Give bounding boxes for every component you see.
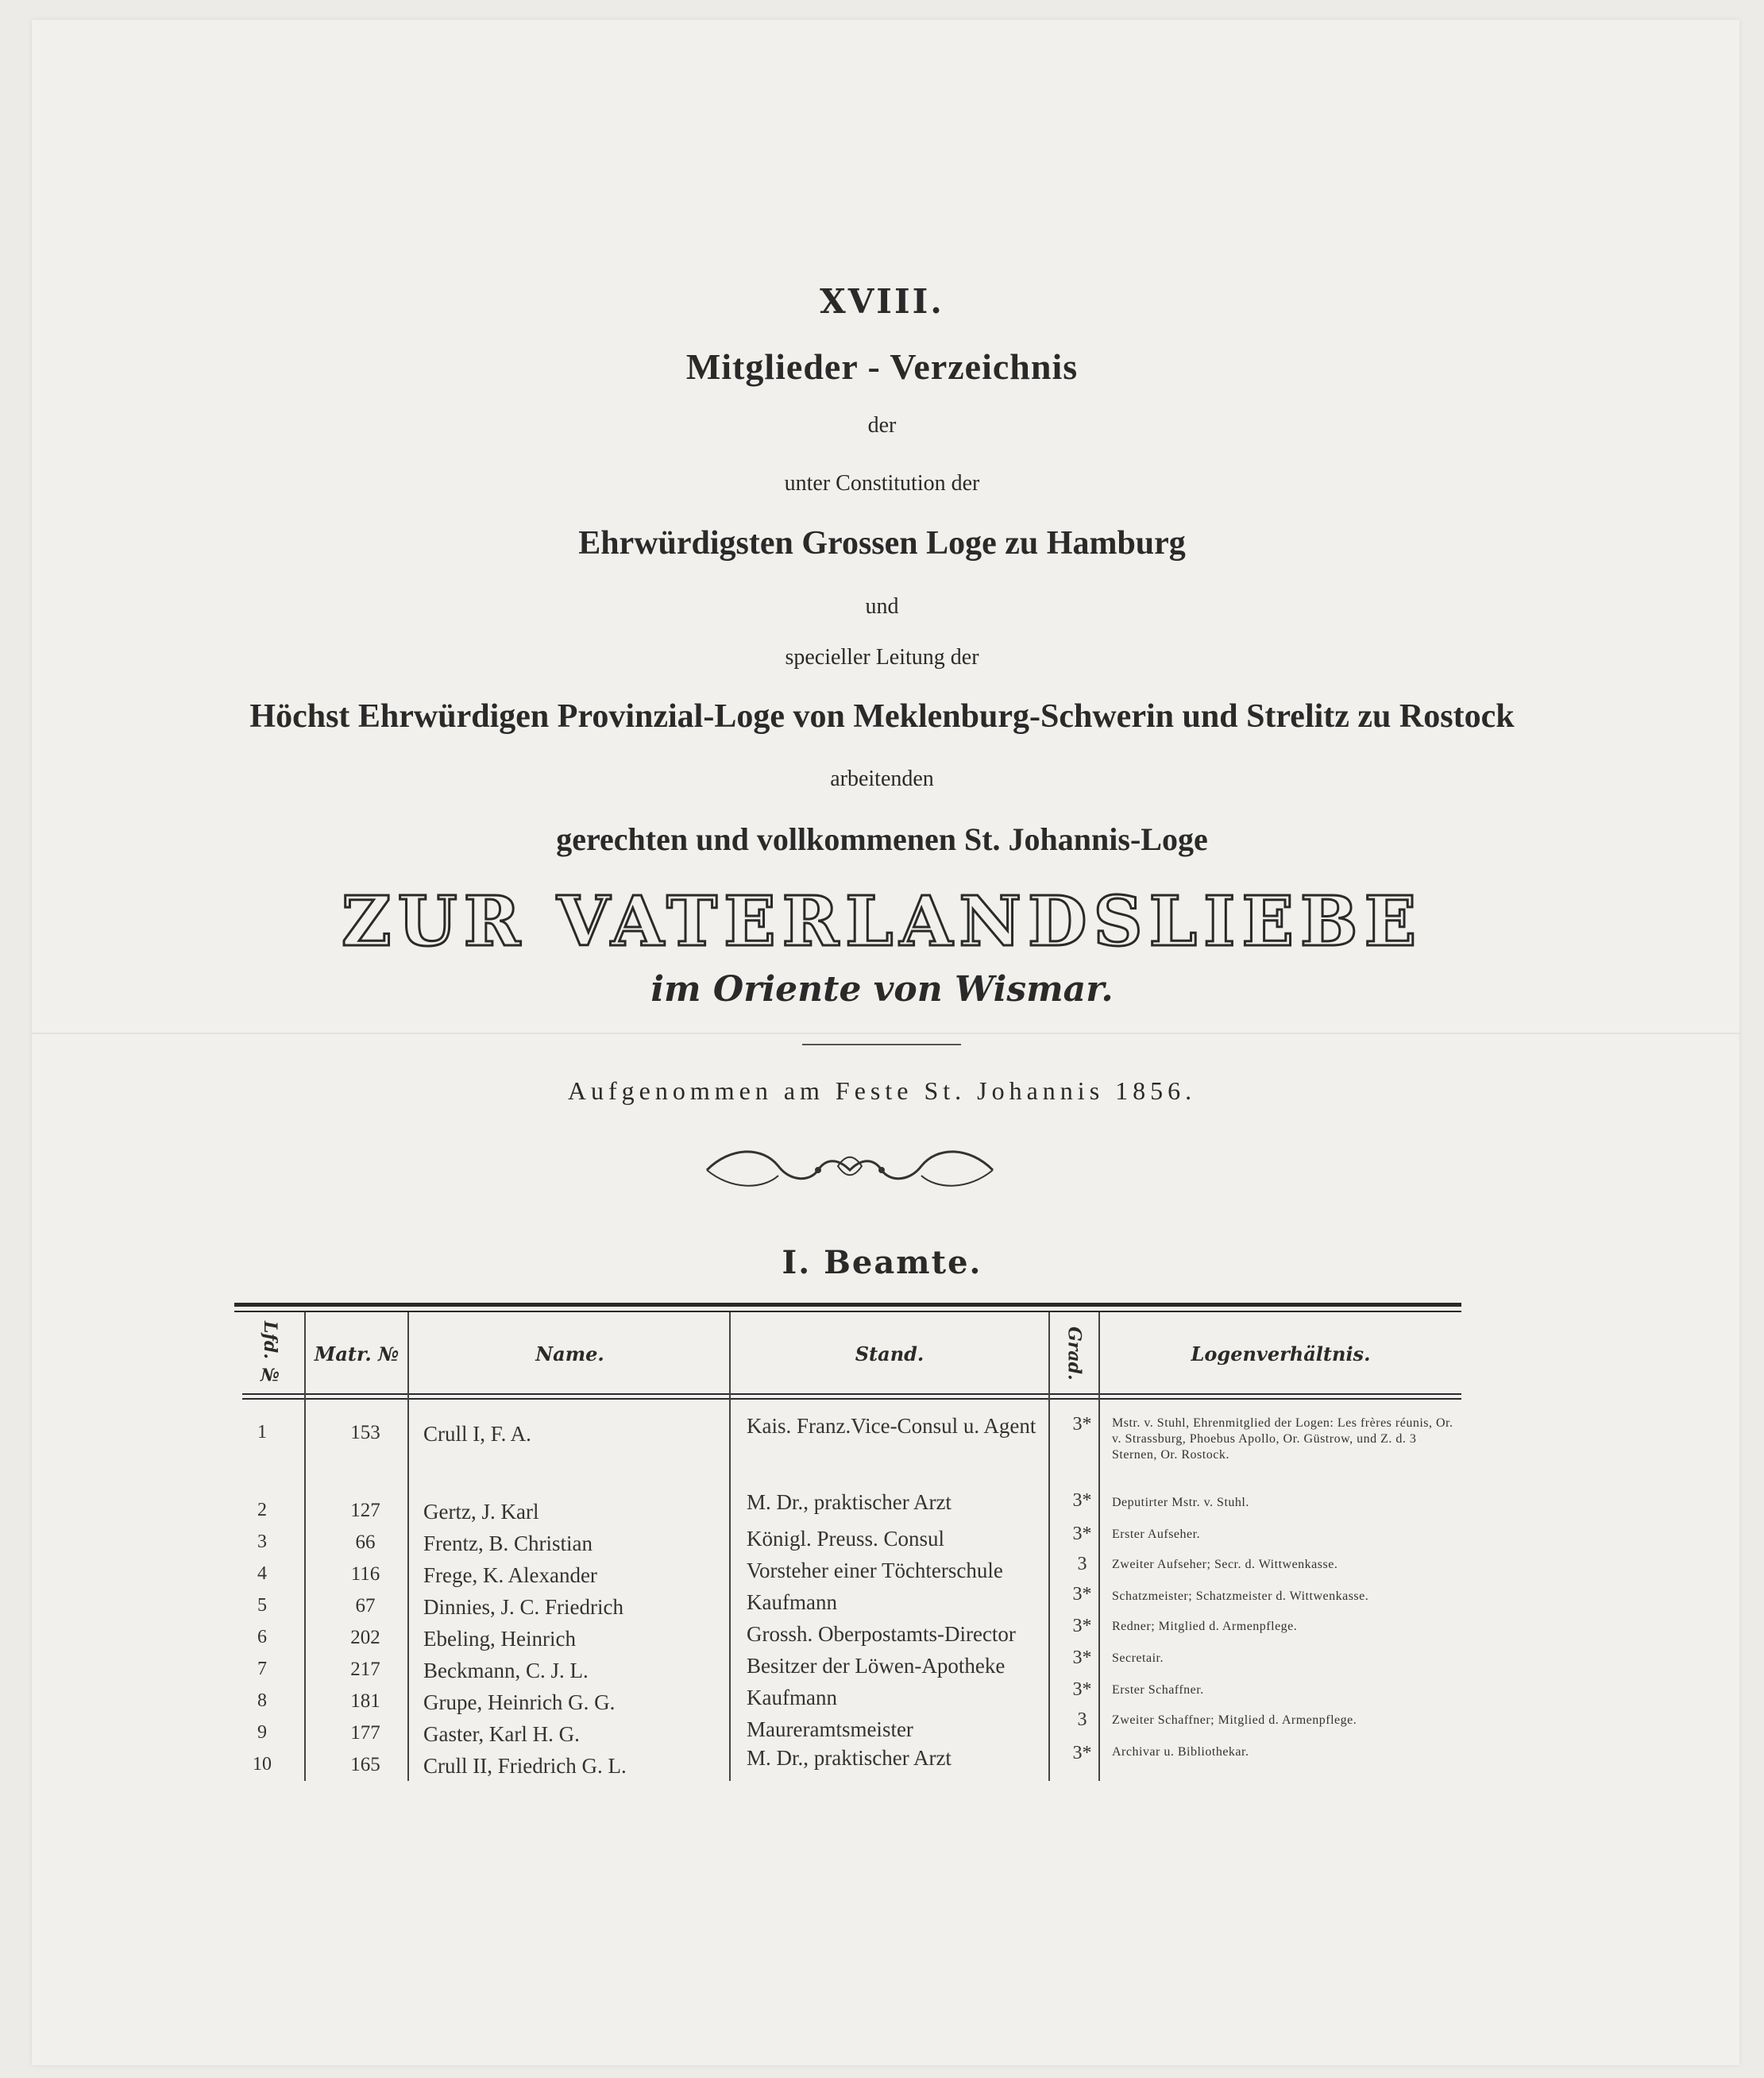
line-der: der xyxy=(867,413,897,438)
cell-grad: 3* xyxy=(1072,1490,1092,1511)
cell-loge: Zweiter Schaffner; Mitglied d. Armenpflege. xyxy=(1112,1713,1357,1727)
header-stand: Stand. xyxy=(855,1342,924,1365)
cell-grad: 3 xyxy=(1077,1554,1087,1574)
cell-matr: 165 xyxy=(350,1754,380,1775)
cell-grad: 3* xyxy=(1072,1524,1092,1544)
table-rule-top-thin xyxy=(234,1311,1461,1312)
line-arbeitenden: arbeitenden xyxy=(830,767,934,791)
orient-line: im Oriente von Wismar. xyxy=(650,969,1114,1010)
cell-stand: Kais. Franz.Vice-Consul u. Agent xyxy=(747,1414,1036,1438)
cell-name: Ebeling, Heinrich xyxy=(423,1627,576,1651)
column-divider xyxy=(729,1312,731,1781)
cell-lfd: 4 xyxy=(257,1563,267,1584)
cell-matr: 116 xyxy=(350,1563,380,1585)
cell-matr: 153 xyxy=(350,1422,380,1443)
cell-matr: 66 xyxy=(355,1531,376,1553)
cell-loge: Mstr. v. Stuhl, Ehrenmitglied der Logen: Les frères réunis, Or. v. Strassburg, Phoebus Apollo, Or. Güstrow, und Z. d. 3 Sternen, Or. Rostock. xyxy=(1112,1416,1453,1462)
cell-grad: 3* xyxy=(1072,1616,1092,1636)
cell-grad: 3* xyxy=(1072,1647,1092,1668)
cell-loge: Archivar u. Bibliothekar. xyxy=(1112,1745,1249,1759)
header-name: Name. xyxy=(535,1342,604,1365)
table-rule-top xyxy=(234,1303,1461,1307)
table-rule-header xyxy=(242,1393,1461,1395)
cell-loge: Erster Schaffner. xyxy=(1112,1683,1204,1697)
cell-lfd: 7 xyxy=(257,1659,267,1679)
members-table xyxy=(234,1303,1461,1787)
received-line: Aufgenommen am Feste St. Johannis 1856. xyxy=(567,1076,1197,1105)
cell-lfd: 9 xyxy=(257,1722,267,1743)
cell-stand: Besitzer der Löwen-Apotheke xyxy=(747,1654,1006,1678)
cell-stand: Kaufmann xyxy=(747,1686,837,1709)
cell-grad: 3* xyxy=(1072,1584,1092,1605)
cell-name: Beckmann, C. J. L. xyxy=(423,1659,589,1682)
cell-name: Frege, K. Alexander xyxy=(423,1563,597,1587)
cell-matr: 202 xyxy=(350,1627,380,1648)
table-rule-header-thin xyxy=(242,1398,1461,1400)
cell-matr: 217 xyxy=(350,1659,380,1680)
section-title: I. Beamte. xyxy=(782,1244,982,1281)
cell-grad: 3* xyxy=(1072,1679,1092,1700)
cell-lfd: 6 xyxy=(257,1627,267,1647)
cell-lfd: 5 xyxy=(257,1595,267,1616)
column-divider xyxy=(1048,1312,1050,1781)
document-number: XVIII. xyxy=(820,282,944,321)
cell-grad: 3* xyxy=(1072,1743,1092,1763)
cell-matr: 67 xyxy=(355,1595,376,1616)
cell-lfd: 2 xyxy=(257,1500,267,1520)
header-matr: Matr. № xyxy=(314,1342,400,1365)
cell-grad: 3 xyxy=(1077,1709,1087,1730)
cell-loge: Deputirter Mstr. v. Stuhl. xyxy=(1112,1496,1249,1509)
grand-lodge-name: Ehrwürdigsten Grossen Loge zu Hamburg xyxy=(578,525,1186,562)
cell-lfd: 8 xyxy=(257,1690,267,1711)
cell-matr: 177 xyxy=(350,1722,380,1744)
cell-stand: M. Dr., praktischer Arzt xyxy=(747,1490,951,1514)
cell-name: Grupe, Heinrich G. G. xyxy=(423,1690,616,1714)
cell-loge: Redner; Mitglied d. Armenpflege. xyxy=(1112,1620,1298,1633)
cell-name: Frentz, B. Christian xyxy=(423,1531,593,1555)
cell-loge: Secretair. xyxy=(1112,1651,1164,1665)
document-title: Mitglieder - Verzeichnis xyxy=(685,346,1079,387)
paper-fold xyxy=(32,1033,1739,1035)
cell-stand: Vorsteher einer Töchterschule xyxy=(747,1558,1003,1582)
header-lfd: Lfd. № xyxy=(260,1321,280,1386)
cell-stand: Kaufmann xyxy=(747,1590,837,1614)
divider-rule xyxy=(802,1044,961,1045)
cell-name: Crull II, Friedrich G. L. xyxy=(423,1754,627,1778)
ornament-icon xyxy=(699,1142,1001,1198)
cell-matr: 127 xyxy=(350,1500,380,1521)
cell-name: Gertz, J. Karl xyxy=(423,1500,539,1524)
cell-name: Gaster, Karl H. G. xyxy=(423,1722,580,1746)
cell-matr: 181 xyxy=(350,1690,380,1712)
cell-grad: 3* xyxy=(1072,1414,1092,1435)
cell-lfd: 1 xyxy=(257,1422,267,1443)
cell-loge: Schatzmeister; Schatzmeister d. Wittwenkasse. xyxy=(1112,1589,1369,1603)
cell-name: Dinnies, J. C. Friedrich xyxy=(423,1595,623,1619)
line-unter-constitution: unter Constitution der xyxy=(784,471,980,496)
line-und: und xyxy=(865,594,899,619)
cell-stand: Maureramtsmeister xyxy=(747,1717,913,1741)
cell-lfd: 10 xyxy=(253,1754,272,1775)
header-loge: Logenverhältnis. xyxy=(1191,1342,1371,1365)
cell-name: Crull I, F. A. xyxy=(423,1422,531,1446)
lodge-type: gerechten und vollkommenen St. Johannis-Loge xyxy=(556,821,1208,857)
provincial-lodge-name: Höchst Ehrwürdigen Provinzial-Loge von Meklenburg-Schwerin und Strelitz zu Rostock xyxy=(249,698,1515,735)
line-specieller-leitung: specieller Leitung der xyxy=(785,645,979,670)
cell-loge: Zweiter Aufseher; Secr. d. Wittwenkasse. xyxy=(1112,1558,1338,1571)
cell-stand: M. Dr., praktischer Arzt xyxy=(747,1746,951,1770)
cell-loge: Erster Aufseher. xyxy=(1112,1528,1201,1541)
cell-stand: Grossh. Oberpostamts-Director xyxy=(747,1622,1016,1646)
lodge-name: ZUR VATERLANDSLIEBE xyxy=(341,882,1423,962)
cell-lfd: 3 xyxy=(257,1531,267,1552)
header-grad: Grad. xyxy=(1063,1327,1085,1381)
cell-stand: Königl. Preuss. Consul xyxy=(747,1527,945,1551)
